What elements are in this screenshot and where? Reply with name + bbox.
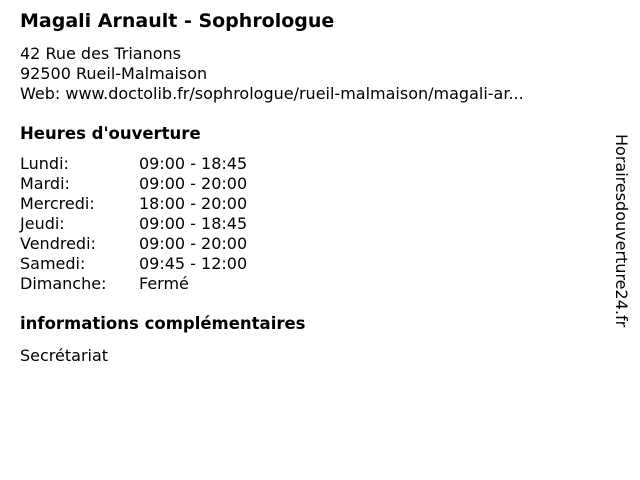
hours-day: Dimanche: — [20, 274, 107, 293]
address-web[interactable]: Web: www.doctolib.fr/sophrologue/rueil-malmaison/magali-ar... — [20, 84, 524, 103]
hours-time: 09:45 - 12:00 — [139, 254, 248, 273]
hours-row — [20, 194, 320, 214]
hours-row — [20, 174, 320, 194]
page-title: Magali Arnault - Sophrologue — [20, 10, 335, 32]
hours-day: Mardi: — [20, 174, 70, 193]
hours-row — [20, 154, 320, 174]
hours-list — [20, 154, 320, 294]
hours-day: Samedi: — [20, 254, 86, 273]
hours-time: Fermé — [139, 274, 189, 293]
hours-row — [20, 254, 320, 274]
hours-time: 09:00 - 20:00 — [139, 234, 248, 253]
hours-day: Jeudi: — [20, 214, 65, 233]
side-brand-label: Horairesdouverture24.fr — [612, 134, 631, 328]
hours-day: Lundi: — [20, 154, 69, 173]
address-city: 92500 Rueil-Malmaison — [20, 64, 208, 83]
address-block — [20, 44, 524, 104]
info-heading: informations complémentaires — [20, 314, 306, 333]
hours-row — [20, 214, 320, 234]
address-street: 42 Rue des Trianons — [20, 44, 181, 63]
hours-time: 18:00 - 20:00 — [139, 194, 248, 213]
hours-row — [20, 274, 320, 294]
hours-time: 09:00 - 18:45 — [139, 154, 248, 173]
info-text: Secrétariat — [20, 346, 109, 365]
hours-time: 09:00 - 20:00 — [139, 174, 248, 193]
hours-day: Mercredi: — [20, 194, 95, 213]
hours-heading: Heures d'ouverture — [20, 124, 201, 143]
hours-time: 09:00 - 18:45 — [139, 214, 248, 233]
hours-row — [20, 234, 320, 254]
hours-day: Vendredi: — [20, 234, 96, 253]
